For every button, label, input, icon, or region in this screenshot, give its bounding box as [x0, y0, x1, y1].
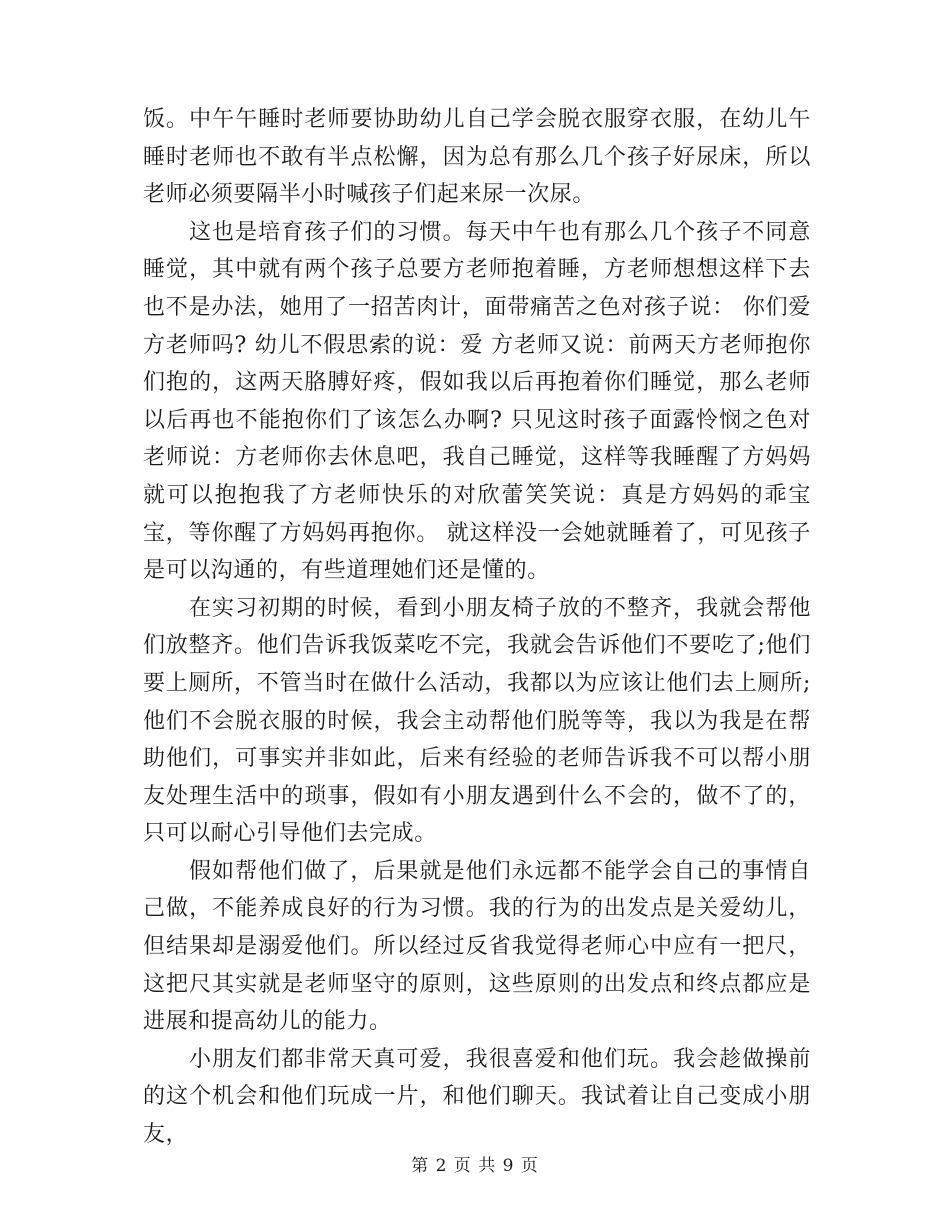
paragraph-3: 在实习初期的时候，看到小朋友椅子放的不整齐，我就会帮他们放整齐。他们告诉我饭菜吃不完，我就会告诉他们不要吃了;他们要上厕所，不管当时在做什么活动，我都以为应该让他们去上厕所;他们不会脱衣服的时候，我会主动帮他们脱等等，我以为我是在帮助他们，可事实并非如此，后来有经验的老师告诉我不可以帮小朋友处理生活中的琐事，假如有小朋友遇到什么不会的，做不了的，只可以耐心引导他们去完成。 — [143, 595, 811, 847]
paragraph-5: 小朋友们都非常天真可爱，我很喜爱和他们玩。我会趁做操前的这个机会和他们玩成一片，和他们聊天。我试着让自己变成小朋友， — [143, 1046, 811, 1148]
page-footer: 第 2 页 共 9 页 — [411, 1156, 539, 1176]
body-text — [143, 101, 811, 1154]
paragraph-4: 假如帮他们做了，后果就是他们永远都不能学会自己的事情自己做，不能养成良好的行为习惯。我的行为的出发点是关爱幼儿，但结果却是溺爱他们。所以经过反省我觉得老师心中应有一把尺，这把尺其实就是老师坚守的原则，这些原则的出发点和终点都应是进展和提高幼儿的能力。 — [143, 858, 811, 1035]
paragraph-1: 饭。中午午睡时老师要协助幼儿自己学会脱衣服穿衣服，在幼儿午睡时老师也不敢有半点松懈，因为总有那么几个孩子好尿床，所以老师必须要隔半小时喊孩子们起来尿一次尿。 — [143, 107, 811, 208]
paragraph-2: 这也是培育孩子们的习惯。每天中午也有那么几个孩子不同意睡觉，其中就有两个孩子总要方老师抱着睡，方老师想想这样下去也不是办法，她用了一招苦肉计，面带痛苦之色对孩子说： 你们爱方老师吗? 幼儿不假思索的说：爱 方老师又说：前两天方老师抱你们抱的，这两天胳膊好疼，假如我以后再抱着你们睡觉，那么老师以后再也不能抱你们了该怎么办啊? 只见这时孩子面露怜悯之色对老师说：方老师你去休息吧，我自己睡觉，这样等我睡醒了方妈妈就可以抱抱我了方老师快乐的对欣蕾笑笑说：真是方妈妈的乖宝宝，等你醒了方妈妈再抱你。 就这样没一会她就睡着了，可见孩子是可以沟通的，有些道理她们还是懂的。 — [143, 219, 811, 584]
